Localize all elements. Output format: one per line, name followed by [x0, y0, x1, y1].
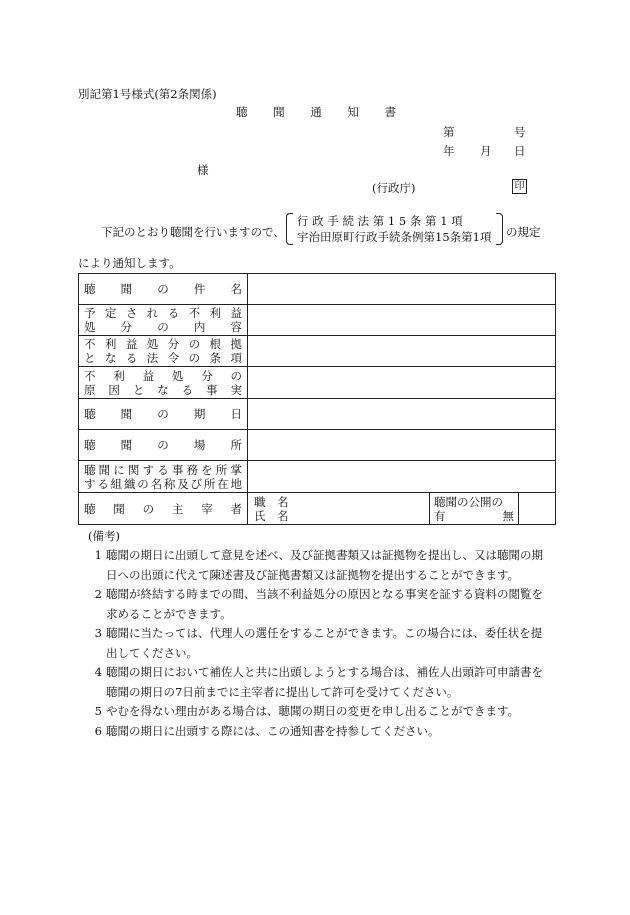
- row-label-line: 処 分 の 内 容: [84, 320, 242, 334]
- agency-label: (行政庁): [372, 181, 416, 195]
- notes-list: [82, 546, 552, 741]
- presider-name-area[interactable]: [248, 493, 429, 524]
- note-item: [82, 546, 552, 585]
- recipient-suffix: 様: [197, 163, 209, 177]
- note-text: 聴聞に当たっては、代理人の選任をすることができます。この場合には、委任状を提出してください。: [106, 626, 543, 660]
- presider-label: 聴 聞 の 主 宰 者: [84, 501, 242, 516]
- note-item: [82, 722, 552, 742]
- intro-tail: の規定: [506, 225, 541, 239]
- note-item: [82, 702, 552, 722]
- row-label-cell: [79, 274, 248, 305]
- number-suffix: 号: [514, 125, 526, 139]
- row-value-cell[interactable]: [248, 305, 556, 336]
- note-number: 5: [94, 704, 102, 718]
- row-label-line: 不 利 益 処 分 の 根 拠: [84, 337, 242, 351]
- row-value-cell[interactable]: [248, 399, 556, 430]
- notes-heading: (備考): [88, 529, 120, 543]
- document-title-text: 聴 聞 通 知 書: [236, 105, 396, 119]
- row-label-line: 聴 聞 の 期 日: [84, 407, 242, 421]
- table-row: [79, 399, 556, 430]
- note-number: 4: [94, 665, 102, 679]
- table-row: [79, 305, 556, 336]
- row-label-line: 聴 聞 に 関 す る 事 務 を 所 掌: [84, 462, 242, 477]
- presider-name-label: 氏 名: [254, 508, 289, 523]
- row-label-line: す る 組 織 の 名 称 及 び 所 在 地: [84, 476, 242, 491]
- note-text: 聴聞の期日に出頭する際には、この通知書を持参してください。: [106, 723, 440, 738]
- seal-mark: 印: [512, 179, 527, 194]
- table-row: [79, 274, 556, 305]
- table-row: [79, 430, 556, 461]
- row-value-cell[interactable]: [248, 274, 556, 305]
- row-label-cell: [79, 430, 248, 461]
- presider-post-label: 職 名: [254, 494, 289, 509]
- presider-value-cell: [248, 493, 556, 525]
- note-number: 3: [94, 626, 102, 640]
- public-label-cell: [429, 493, 518, 524]
- note-text: 聴聞の期日において補佐人と共に出頭しようとする場合は、補佐人出頭許可申請書を聴聞の期日の7日前までに主宰者に提出して許可を受けてください。: [106, 665, 543, 699]
- note-item: [82, 663, 552, 702]
- note-item: [82, 624, 552, 663]
- notice-table: [78, 273, 556, 525]
- date-day: 日: [514, 144, 526, 158]
- row-label-line: 原 因 と な る 事 実: [84, 382, 242, 397]
- note-text: 聴聞の期日に出頭して意見を述べ、及び証拠書類又は証拠物を提出し、又は聴聞の期日への出頭に代えて陳述書及び証拠書類又は証拠物を提出することができます。: [106, 548, 543, 582]
- row-label-cell: [79, 399, 248, 430]
- intro-lead: 下記のとおり聴聞を行いますので、: [101, 225, 285, 239]
- row-value-cell[interactable]: [248, 367, 556, 399]
- table-row: [79, 461, 556, 493]
- form-id: 別記第1号様式(第2条関係): [78, 87, 217, 101]
- intro-line2: により通知します。: [78, 256, 181, 270]
- law-ref-2: 宇治田原町行政手続条例第15条第1項: [297, 230, 492, 244]
- public-yes: 有: [434, 508, 446, 523]
- row-label-cell: [79, 461, 248, 493]
- note-number: 2: [94, 587, 102, 601]
- public-value-cell[interactable]: [518, 493, 555, 524]
- public-label-1: 聴聞の公開の: [434, 494, 503, 509]
- note-item: [82, 585, 552, 624]
- presider-label-cell: [79, 493, 248, 525]
- row-label-line: 聴 聞 の 件 名: [84, 282, 242, 296]
- public-no: 無: [502, 508, 514, 523]
- row-label-line: 不 利 益 処 分 の: [84, 368, 242, 383]
- row-value-cell[interactable]: [248, 336, 556, 367]
- row-label-line: と な る 法 令 の 条 項: [84, 351, 242, 365]
- brace-left: [286, 213, 293, 245]
- row-value-cell[interactable]: [248, 461, 556, 493]
- note-number: 6: [94, 723, 102, 738]
- row-value-cell[interactable]: [248, 430, 556, 461]
- row-label-cell: [79, 336, 248, 367]
- table-row: [79, 367, 556, 399]
- number-prefix: 第: [443, 125, 455, 139]
- date-year: 年: [443, 144, 455, 158]
- presider-row: [79, 493, 556, 525]
- law-ref-1: 行 政 手 続 法 第 1 5 条 第 1 項: [297, 214, 463, 228]
- row-label-line: 聴 聞 の 場 所: [84, 438, 242, 452]
- note-text: 聴聞が終結する時までの間、当該不利益処分の原因となる事実を証する資料の閲覧を求めることができます。: [106, 587, 543, 621]
- document-title: [236, 104, 396, 120]
- note-text: やむを得ない理由がある場合は、聴聞の期日の変更を申し出ることができます。: [106, 704, 520, 718]
- note-number: 1: [94, 548, 102, 562]
- row-label-line: 予 定 さ れ る 不 利 益: [84, 306, 242, 320]
- row-label-cell: [79, 367, 248, 399]
- table-row: [79, 336, 556, 367]
- brace-right: [496, 213, 503, 245]
- date-month: 月: [480, 144, 492, 158]
- row-label-cell: [79, 305, 248, 336]
